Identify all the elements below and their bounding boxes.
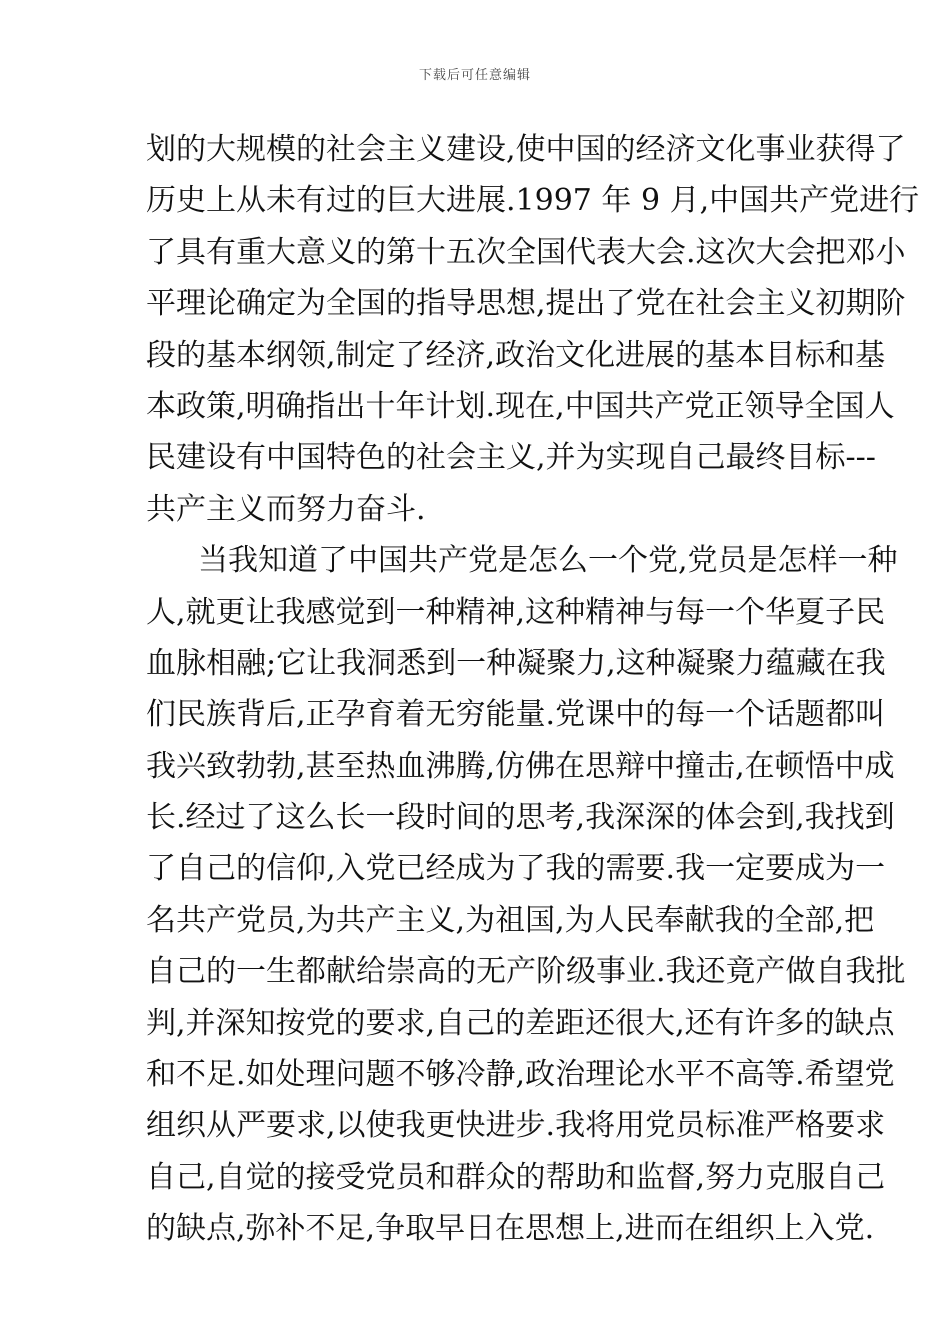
text-line: 了具有重大意义的第十五次全国代表大会.这次大会把邓小: [146, 234, 906, 270]
text-line: 人,就更让我感觉到一种精神,这种精神与每一个华夏子民: [146, 594, 886, 630]
text-line: 段的基本纲领,制定了经济,政治文化进展的基本目标和基: [146, 337, 886, 373]
text-line: 划的大规模的社会主义建设,使中国的经济文化事业获得了: [146, 132, 906, 167]
text-line: 血脉相融;它让我洞悉到一种凝聚力,这种凝聚力蕴藏在我: [146, 645, 886, 681]
text-line: 平理论确定为全国的指导思想,提出了党在社会主义初期阶: [146, 286, 906, 322]
text-line: 民建设有中国特色的社会主义,并为实现自己最终目标---: [146, 440, 876, 476]
text-line: 和不足.如处理问题不够冷静,政治理论水平不高等.希望党: [146, 1057, 895, 1093]
text-line: 历史上从未有过的巨大进展.1997 年 9 月,中国共产党进行: [146, 183, 920, 219]
text-line: 本政策,明确指出十年计划.现在,中国共产党正领导全国人: [146, 388, 895, 424]
text-line: 了自己的信仰,入党已经成为了我的需要.我一定要成为一: [146, 851, 886, 887]
text-line: 名共产党员,为共产主义,为祖国,为人民奉献我的全部,把: [146, 902, 875, 938]
text-line: 共产主义而努力奋斗.: [146, 491, 426, 527]
text-line: 当我知道了中国共产党是怎么一个党,党员是怎样一种: [198, 543, 898, 579]
text-line: 长.经过了这么长一段时间的思考,我深深的体会到,我找到: [146, 800, 895, 836]
text-line: 我兴致勃勃,甚至热血沸腾,仿佛在思辩中撞击,在顿悟中成: [146, 748, 895, 784]
paragraph-2: [146, 535, 906, 1254]
text-line: 的缺点,弥补不足,争取早日在思想上,进而在组织上入党.: [146, 1211, 875, 1247]
page-header: 下载后可任意编辑: [418, 68, 531, 83]
text-line: 们民族背后,正孕育着无穷能量.党课中的每一个话题都叫: [146, 697, 886, 733]
text-line: 自己,自觉的接受党员和群众的帮助和监督,努力克服自己: [146, 1159, 886, 1195]
text-line: 组织从严要求,以使我更快进步.我将用党员标准严格要求: [146, 1108, 886, 1144]
text-line: 判,并深知按党的要求,自己的差距还很大,还有许多的缺点: [146, 1005, 895, 1041]
document-body: [146, 124, 920, 1255]
text-line: 自己的一生都献给崇高的无产阶级事业.我还竟产做自我批: [146, 954, 906, 990]
paragraph-1: [146, 124, 920, 535]
